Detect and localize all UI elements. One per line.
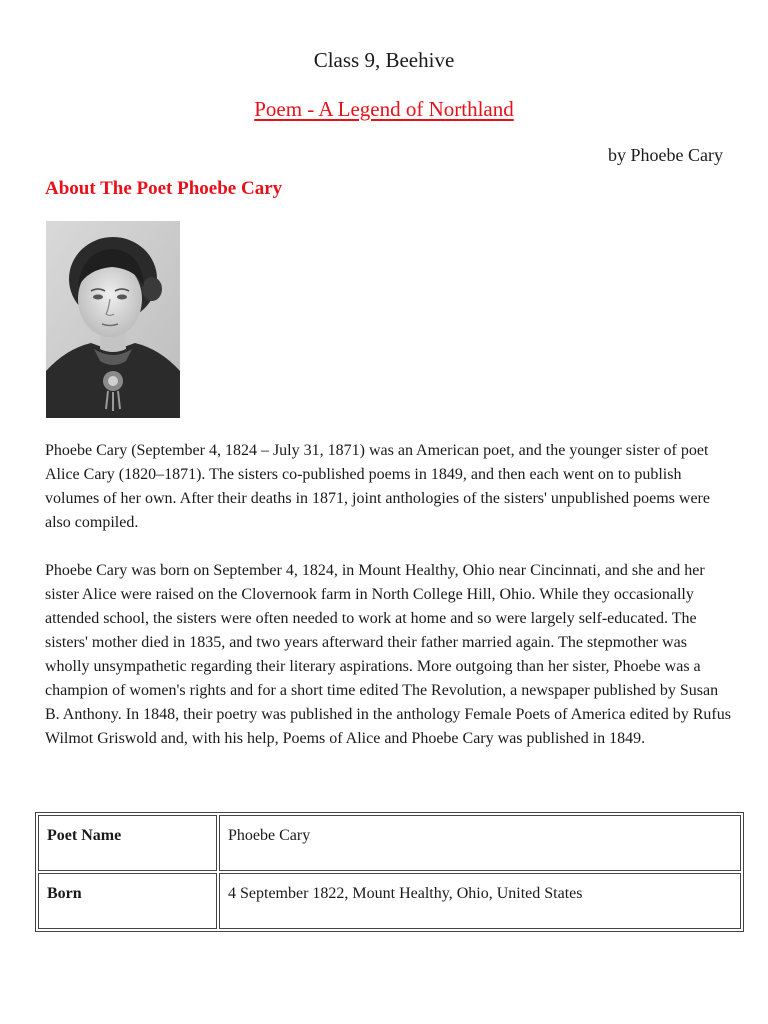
table-label-cell: Poet Name [38,815,217,871]
table-row [38,873,741,929]
author-line: by Phoebe Cary [608,145,723,165]
poem-title: Poem - A Legend of Northland [254,97,514,121]
poet-portrait-image [46,221,180,418]
table-row [38,815,741,871]
biography-paragraph-2: Phoebe Cary was born on September 4, 1824, in Mount Healthy, Ohio near Cincinnati, and she and her sister Alice were raised on the Clovernook farm in North College Hill, Ohio. While they occasionally attended school, the sisters were often needed to work at home and so were largely self-educated. The sisters' mother died in 1835, and two years afterward their father married again. The stepmother was wholly unsympathetic regarding their literary aspirations. More outgoing than her sister, Phoebe was a champion of women's rights and for a short time edited The Revolution, a newspaper published by Susan B. Anthony. In 1848, their poetry was published in the anthology Female Poets of America edited by Rufus Wilmot Griswold and, with his help, Poems of Alice and Phoebe Cary was published in 1849. [45,562,731,747]
page-header: Class 9, Beehive [313,48,455,72]
table-label-cell: Born [38,873,217,929]
poet-info-table [35,812,744,932]
table-value-cell: Phoebe Cary [219,815,741,871]
biography-paragraph-1: Phoebe Cary (September 4, 1824 – July 31, 1871) was an American poet, and the younger sister of poet Alice Cary (1820–1871). The sisters co-published poems in 1849, and then each went on to publish volumes of her own. After their deaths in 1871, joint anthologies of the sisters' unpublished poems were also compiled. [45,442,710,531]
section-heading-about-poet: About The Poet Phoebe Cary [45,178,283,199]
table-value-cell: 4 September 1822, Mount Healthy, Ohio, United States [219,873,741,929]
